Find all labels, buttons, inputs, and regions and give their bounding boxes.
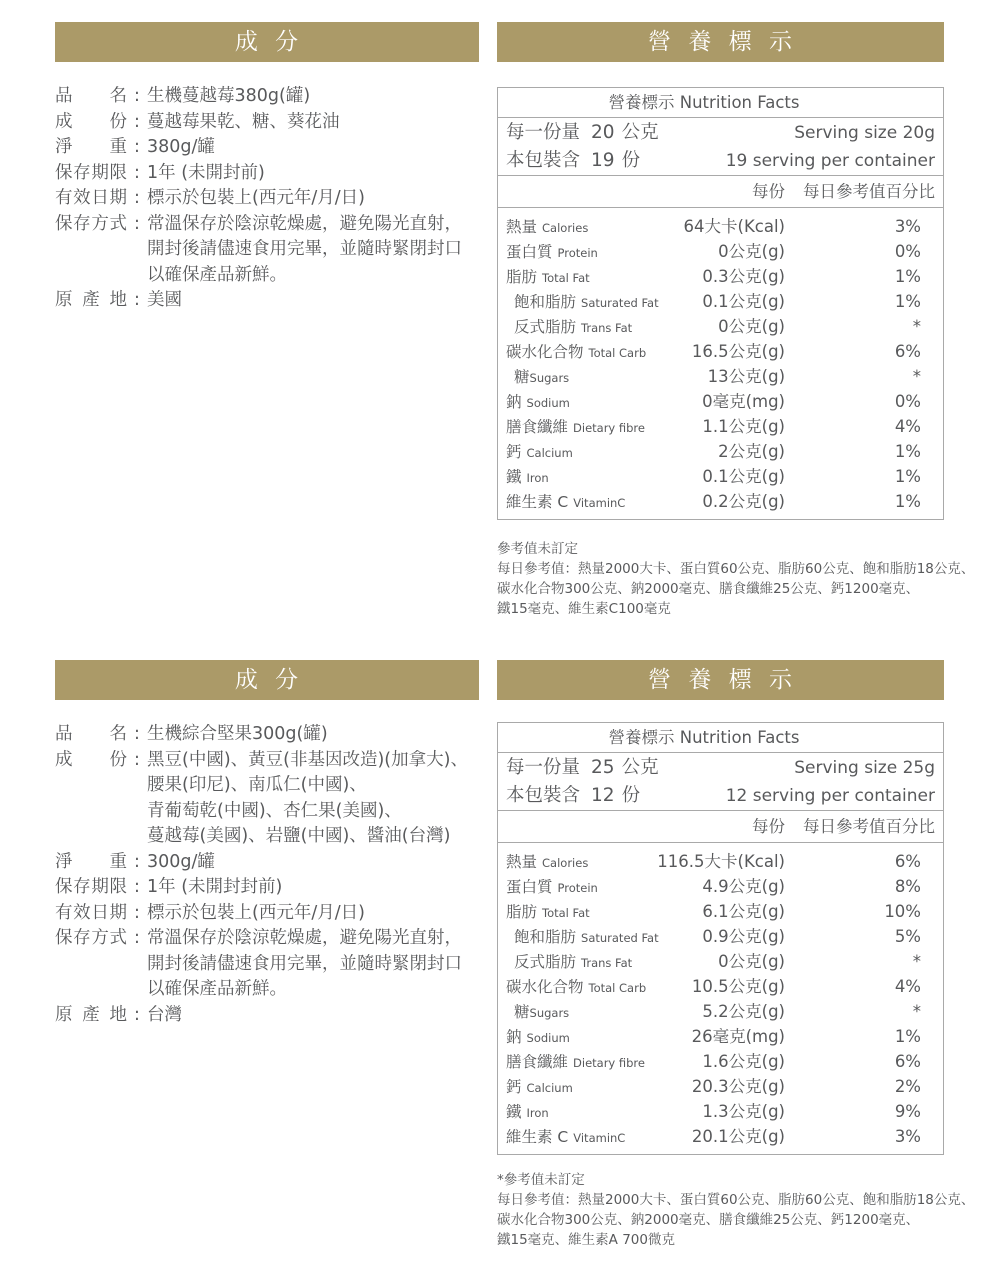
nutrient-name-zh: 鈣: [506, 1078, 522, 1096]
nutrient-name-en: Trans Fat: [581, 956, 633, 970]
nutrient-row: [498, 1099, 943, 1124]
info-label: 有 效 日 期: [55, 902, 127, 923]
info-value-line: 生機蔓越莓380g(罐): [147, 86, 311, 106]
nutrient-name-en: Dietary fibre: [573, 1056, 645, 1070]
nutrient-row: [498, 949, 943, 974]
product-info-list: [55, 84, 479, 314]
nutrient-name-zh: 脂肪: [506, 268, 538, 286]
info-value-line: 青葡萄乾(中國)、杏仁果(美國)、: [147, 800, 402, 821]
info-colon: :: [134, 902, 140, 923]
nutrient-daily-value: 1%: [894, 1027, 921, 1046]
nutrient-name-en: Protein: [557, 881, 598, 895]
info-label: 原 產 地: [55, 290, 127, 310]
nutrient-name-zh: 糖: [514, 368, 530, 386]
nutrient-value: 10.5公克(g): [691, 977, 785, 996]
nutrient-name: [506, 464, 655, 491]
nutrient-value: 0公克(g): [718, 952, 785, 971]
ingredients-section: [55, 22, 479, 314]
info-label: 保 存 期 限: [55, 877, 127, 897]
nutrient-name-en: Calcium: [526, 446, 573, 460]
serving-zh: [506, 147, 640, 175]
nutrient-name: [506, 339, 655, 366]
nutrient-daily-value: 0%: [894, 242, 921, 261]
serving-zh: [506, 754, 659, 782]
nutrient-name-zh: 糖: [514, 1003, 530, 1021]
nutrient-name-zh: 脂肪: [506, 903, 538, 921]
info-row: [55, 875, 479, 901]
nutrition-table-title: 營養標示 Nutrition Facts: [498, 88, 943, 118]
nutrient-row: [498, 239, 943, 264]
info-value: [147, 901, 365, 927]
serving-amount: 12: [591, 785, 615, 806]
nutrient-name-en: Calories: [542, 856, 589, 870]
serving-unit: 公克: [621, 122, 659, 143]
nutrient-row: [498, 439, 943, 464]
nutrition-header-title: 營 養 標 示: [648, 667, 793, 693]
nutrient-name: [506, 1049, 655, 1076]
nutrient-name-en: Sodium: [526, 396, 570, 410]
nutrient-value: 26毫克(mg): [691, 1027, 785, 1046]
per-serving-column-header: 每份: [752, 817, 785, 836]
nutrient-name-en: Iron: [526, 1106, 549, 1120]
info-row: [55, 748, 479, 850]
nutrient-name-en: Sugars: [529, 1006, 570, 1020]
nutrient-name-en: Saturated Fat: [581, 931, 659, 945]
info-colon: :: [134, 928, 140, 948]
info-label: 保 存 方 式: [55, 213, 127, 234]
info-value: [147, 110, 340, 136]
nutrient-daily-value: 10%: [884, 902, 921, 921]
serving-info: [498, 753, 943, 811]
nutrient-row: [498, 314, 943, 339]
serving-unit: 公克: [621, 757, 659, 778]
nutrient-name-zh: 鈉: [506, 1028, 522, 1046]
nutrient-daily-value: 3%: [894, 1127, 921, 1146]
info-value-line: 標示於包裝上(西元年/月/日): [147, 902, 365, 923]
nutrient-daily-value: *: [912, 317, 921, 336]
nutrition-table-title: 營養標示 Nutrition Facts: [498, 723, 943, 753]
nutrient-value: 0.3公克(g): [702, 267, 785, 286]
nutrient-name: [506, 289, 659, 316]
serving-amount: 25: [591, 757, 615, 778]
nutrient-name-zh: 膳食纖維: [506, 1053, 569, 1071]
nutrient-value: 0.1公克(g): [702, 292, 785, 311]
info-colon: :: [134, 137, 140, 157]
daily-value-column-header: 每日參考值百分比: [803, 182, 935, 201]
serving-zh: [506, 782, 640, 810]
info-colon: :: [134, 724, 140, 744]
nutrient-name-en: Total Fat: [542, 271, 590, 285]
product-info-list: [55, 722, 479, 1028]
nutrient-value: 0公克(g): [718, 317, 785, 336]
info-colon: :: [134, 111, 140, 132]
serving-size-en: Serving size 20g: [794, 123, 935, 143]
nutrient-daily-value: 1%: [894, 292, 921, 311]
nutrient-name: [506, 314, 655, 341]
info-value-line: 蔓越莓(美國)、岩鹽(中國)、醬油(台灣): [147, 826, 451, 846]
info-colon: :: [134, 162, 140, 183]
info-row: [55, 288, 479, 314]
nutrition-table: [497, 722, 944, 1155]
nutrient-daily-value: 5%: [894, 927, 921, 946]
nutrient-value: 13公克(g): [707, 367, 785, 386]
ingredients-header-bar: [55, 660, 479, 700]
nutrient-row: [498, 414, 943, 439]
nutrient-name-zh: 鐵: [506, 1103, 522, 1121]
nutrient-value: 0公克(g): [718, 242, 785, 261]
nutrient-name-en: Total Carb: [588, 346, 647, 360]
nutrient-name: [506, 1074, 655, 1101]
footnote-line: 碳水化合物300公克、鈉2000毫克、膳食纖維25公克、鈣1200毫克、: [497, 581, 920, 597]
info-label: 成 份: [55, 749, 127, 770]
nutrition-header-title: 營 養 標 示: [648, 29, 793, 55]
nutrient-row: [498, 364, 943, 389]
nutrient-name-zh: 反式脂肪: [514, 318, 577, 336]
nutrient-name-en: VitaminC: [573, 496, 626, 510]
info-label: 有 效 日 期: [55, 188, 127, 208]
nutrient-value: 20.1公克(g): [691, 1127, 785, 1146]
info-colon: :: [134, 213, 140, 234]
serving-unit: 份: [621, 150, 641, 171]
serving-size-row: [506, 119, 935, 147]
info-value-line: 標示於包裝上(西元年/月/日): [147, 188, 365, 208]
nutrient-daily-value: 4%: [894, 977, 921, 996]
info-value-line: 常溫保存於陰涼乾燥處，避免陽光直射，: [147, 928, 462, 948]
info-colon: :: [134, 1004, 140, 1025]
nutrient-daily-value: 1%: [894, 467, 921, 486]
nutrient-name-en: Protein: [557, 246, 598, 260]
nutrient-row: [498, 899, 943, 924]
nutrient-name-zh: 蛋白質: [506, 878, 553, 896]
nutrient-name-zh: 維生素 C: [506, 493, 569, 511]
nutrient-daily-value: 1%: [894, 442, 921, 461]
nutrient-name-zh: 碳水化合物: [506, 343, 584, 361]
info-row: [55, 110, 479, 136]
nutrient-name: [506, 214, 655, 241]
nutrient-name-zh: 熱量: [506, 218, 538, 236]
nutrient-daily-value: *: [912, 367, 921, 386]
servings-per-container-en: 12 serving per container: [725, 786, 935, 806]
nutrient-name-en: Sodium: [526, 1031, 570, 1045]
serving-size-row: [506, 754, 935, 782]
nutrient-value: 116.5大卡(Kcal): [657, 852, 785, 871]
info-value: [147, 161, 265, 187]
nutrient-daily-value: 6%: [894, 852, 921, 871]
nutrient-name-en: Calories: [542, 221, 589, 235]
nutrient-value: 0.9公克(g): [702, 927, 785, 946]
daily-value-column-header: 每日參考值百分比: [803, 817, 935, 836]
column-headers: [498, 811, 943, 843]
nutrient-rows: [498, 843, 943, 1154]
nutrient-name: [506, 849, 655, 876]
nutrient-daily-value: 0%: [894, 392, 921, 411]
nutrition-footnote: [497, 1170, 975, 1250]
nutrient-row: [498, 264, 943, 289]
serving-zh-label: 每一份量: [506, 122, 581, 143]
nutrient-row: [498, 874, 943, 899]
nutrient-name-en: Saturated Fat: [581, 296, 659, 310]
per-serving-column-header: 每份: [752, 182, 785, 201]
info-value: [147, 850, 215, 876]
nutrient-row: [498, 339, 943, 364]
info-row: [55, 1003, 479, 1029]
info-value-line: 蔓越莓果乾、糖、葵花油: [147, 111, 340, 132]
nutrient-name: [506, 364, 655, 391]
nutrient-row: [498, 464, 943, 489]
info-value: [147, 212, 462, 289]
nutrient-name: [506, 264, 655, 291]
info-value: [147, 288, 182, 314]
nutrient-daily-value: 2%: [894, 1077, 921, 1096]
footnote-line: 鐵15毫克、維生素C100毫克: [497, 601, 671, 617]
servings-per-container-row: [506, 782, 935, 810]
nutrient-rows: [498, 208, 943, 519]
nutrient-row: [498, 489, 943, 514]
info-value-line: 台灣: [147, 1004, 182, 1025]
nutrient-name-en: Iron: [526, 471, 549, 485]
info-value-line: 1年 (未開封前): [147, 162, 265, 183]
nutrient-row: [498, 289, 943, 314]
nutrient-name-zh: 蛋白質: [506, 243, 553, 261]
nutrient-row: [498, 1074, 943, 1099]
info-value-line: 常溫保存於陰涼乾燥處，避免陽光直射，: [147, 213, 462, 234]
nutrient-value: 4.9公克(g): [702, 877, 785, 896]
info-value: [147, 875, 282, 901]
nutrient-daily-value: 6%: [894, 342, 921, 361]
ingredients-header-title: 成 分: [234, 667, 300, 693]
nutrient-name-en: VitaminC: [573, 1131, 626, 1145]
nutrient-row: [498, 1049, 943, 1074]
footnote-line: 鐵15毫克、維生素A 700微克: [497, 1232, 675, 1248]
nutrient-name-en: Total Fat: [542, 906, 590, 920]
ingredients-header-title: 成 分: [234, 29, 300, 55]
info-label: 品 名: [55, 86, 127, 106]
nutrient-daily-value: 1%: [894, 492, 921, 511]
nutrient-row: [498, 999, 943, 1024]
servings-per-container-en: 19 serving per container: [725, 151, 935, 171]
nutrient-daily-value: 1%: [894, 267, 921, 286]
nutrient-name: [506, 1099, 655, 1126]
info-row: [55, 84, 479, 110]
nutrient-name-en: Calcium: [526, 1081, 573, 1095]
serving-zh-label: 本包裝含: [506, 150, 581, 171]
nutrient-value: 0.2公克(g): [702, 492, 785, 511]
info-value: [147, 186, 365, 212]
info-colon: :: [134, 877, 140, 897]
nutrient-value: 2公克(g): [718, 442, 785, 461]
serving-amount: 20: [591, 122, 615, 143]
info-value: [147, 722, 328, 748]
nutrient-daily-value: 9%: [894, 1102, 921, 1121]
nutrient-name: [506, 974, 655, 1001]
nutrient-row: [498, 1024, 943, 1049]
info-colon: :: [134, 749, 140, 770]
info-row: [55, 722, 479, 748]
info-row: [55, 186, 479, 212]
info-row: [55, 926, 479, 1003]
info-value: [147, 926, 462, 1003]
nutrient-name-en: Dietary fibre: [573, 421, 645, 435]
nutrient-name-zh: 膳食纖維: [506, 418, 569, 436]
serving-zh-label: 本包裝含: [506, 785, 581, 806]
nutrient-value: 1.3公克(g): [702, 1102, 785, 1121]
nutrient-daily-value: 6%: [894, 1052, 921, 1071]
ingredients-header-bar: [55, 22, 479, 62]
info-label: 保 存 方 式: [55, 928, 127, 948]
info-label: 保 存 期 限: [55, 162, 127, 183]
serving-info: [498, 118, 943, 176]
nutrient-row: [498, 974, 943, 999]
nutrient-name-en: Sugars: [529, 371, 570, 385]
nutrient-value: 1.1公克(g): [702, 417, 785, 436]
info-value-line: 美國: [147, 290, 182, 310]
serving-zh: [506, 119, 659, 147]
serving-size-en: Serving size 25g: [794, 758, 935, 778]
serving-amount: 19: [591, 150, 615, 171]
info-label: 淨 重: [55, 137, 127, 157]
nutrient-daily-value: *: [912, 952, 921, 971]
nutrient-name: [506, 489, 655, 516]
nutrient-name-zh: 鈣: [506, 443, 522, 461]
nutrient-row: [498, 214, 943, 239]
nutrient-value: 20.3公克(g): [691, 1077, 785, 1096]
info-row: [55, 161, 479, 187]
nutrient-name: [506, 924, 659, 951]
nutrient-name-zh: 飽和脂肪: [514, 928, 577, 946]
info-value-line: 腰果(印尼)、南瓜仁(中國)、: [147, 775, 367, 795]
info-value-line: 開封後請儘速食用完畢，並隨時緊閉封口: [147, 239, 462, 259]
nutrition-header-bar: [497, 660, 944, 700]
nutrient-name-zh: 鈉: [506, 393, 522, 411]
serving-unit: 份: [621, 785, 641, 806]
info-value-line: 以確保產品新鮮。: [147, 979, 287, 999]
nutrient-daily-value: *: [912, 1002, 921, 1021]
info-value: [147, 1003, 182, 1029]
nutrient-daily-value: 3%: [894, 217, 921, 236]
info-label: 成 份: [55, 111, 127, 132]
nutrient-name: [506, 899, 655, 926]
nutrient-value: 16.5公克(g): [691, 342, 785, 361]
nutrient-name-en: Trans Fat: [581, 321, 633, 335]
nutrient-name: [506, 439, 655, 466]
info-row: [55, 850, 479, 876]
footnote-line: *參考值未訂定: [497, 1172, 585, 1188]
info-value-line: 380g/罐: [147, 137, 215, 157]
info-colon: :: [134, 86, 140, 106]
info-label: 原 產 地: [55, 1004, 127, 1025]
nutrient-name: [506, 949, 655, 976]
nutrient-name: [506, 874, 655, 901]
nutrient-row: [498, 1124, 943, 1149]
info-colon: :: [134, 851, 140, 872]
info-value: [147, 748, 468, 850]
info-colon: :: [134, 188, 140, 208]
nutrition-section: [497, 660, 975, 1250]
info-value-line: 開封後請儘速食用完畢，並隨時緊閉封口: [147, 953, 462, 974]
nutrient-value: 0.1公克(g): [702, 467, 785, 486]
nutrient-value: 0毫克(mg): [702, 392, 785, 411]
info-value-line: 生機綜合堅果300g(罐): [147, 724, 328, 744]
nutrient-name-zh: 熱量: [506, 853, 538, 871]
nutrient-name-zh: 維生素 C: [506, 1128, 569, 1146]
nutrient-name: [506, 239, 655, 266]
nutrient-row: [498, 849, 943, 874]
nutrient-name-zh: 碳水化合物: [506, 978, 584, 996]
nutrient-row: [498, 389, 943, 414]
footnote-line: 每日參考值：熱量2000大卡、蛋白質60公克、脂肪60公克、飽和脂肪18公克、: [497, 561, 975, 577]
info-row: [55, 135, 479, 161]
footnote-line: 參考值未訂定: [497, 541, 578, 557]
serving-zh-label: 每一份量: [506, 757, 581, 778]
nutrient-value: 64大卡(Kcal): [683, 217, 785, 236]
footnote-line: 碳水化合物300公克、鈉2000毫克、膳食纖維25公克、鈣1200毫克、: [497, 1212, 920, 1228]
nutrition-header-bar: [497, 22, 944, 62]
info-row: [55, 212, 479, 289]
info-value: [147, 135, 215, 161]
info-value-line: 黑豆(中國)、黃豆(非基因改造)(加拿大)、: [147, 749, 468, 770]
info-label: 淨 重: [55, 851, 127, 872]
nutrient-name-en: Total Carb: [588, 981, 647, 995]
nutrient-name: [506, 389, 655, 416]
info-value: [147, 84, 310, 110]
nutrient-name-zh: 反式脂肪: [514, 953, 577, 971]
nutrition-section: [497, 22, 975, 619]
nutrient-name-zh: 鐵: [506, 468, 522, 486]
nutrition-footnote: [497, 539, 975, 619]
info-colon: :: [134, 290, 140, 310]
ingredients-section: [55, 660, 479, 1028]
nutrient-daily-value: 4%: [894, 417, 921, 436]
nutrient-name: [506, 999, 655, 1026]
info-row: [55, 901, 479, 927]
info-value-line: 以確保產品新鮮。: [147, 264, 287, 285]
footnote-line: 每日參考值：熱量2000大卡、蛋白質60公克、脂肪60公克、飽和脂肪18公克、: [497, 1192, 975, 1208]
nutrient-value: 1.6公克(g): [702, 1052, 785, 1071]
nutrient-name: [506, 1024, 655, 1051]
servings-per-container-row: [506, 147, 935, 175]
nutrient-name-zh: 飽和脂肪: [514, 293, 577, 311]
nutrient-value: 5.2公克(g): [702, 1002, 785, 1021]
nutrient-daily-value: 8%: [894, 877, 921, 896]
column-headers: [498, 176, 943, 208]
info-value-line: 300g/罐: [147, 851, 215, 872]
info-label: 品 名: [55, 724, 127, 744]
nutrient-name: [506, 414, 655, 441]
nutrient-value: 6.1公克(g): [702, 902, 785, 921]
info-value-line: 1年 (未開封封前): [147, 877, 283, 897]
nutrient-name: [506, 1124, 655, 1151]
nutrition-table: [497, 87, 944, 520]
nutrient-row: [498, 924, 943, 949]
